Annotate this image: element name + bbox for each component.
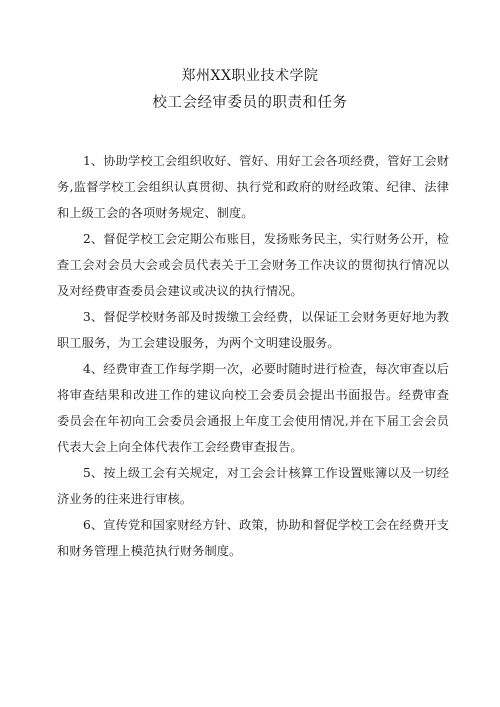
paragraph-5: 5、按上级工会有关规定，对工会会计核算工作设置账簿以及一切经济业务的往来进行审核。 (57, 466, 449, 506)
document-title: 郑州XX职业技术学院 (181, 68, 319, 84)
document-subtitle: 校工会经审委员的职责和任务 (152, 95, 348, 111)
paragraph-6: 6、宣传党和国家财经方针、政策，协助和督促学校工会在经费开支和财务管理上模范执行财务制度。 (57, 518, 449, 558)
paragraph-3: 3、督促学校财务部及时拨缴工会经费，以保证工会财务更好地为教职工服务，为工会建设服务，为两个文明建设服务。 (57, 310, 449, 350)
paragraph-2: 2、督促学校工会定期公布账目，发扬账务民主，实行财务公开，检查工会对会员大会或会员代表关于工会财务工作决议的贯彻执行情况以及对经费审查委员会建议或决议的执行情况。 (57, 232, 449, 298)
document-body (57, 148, 449, 564)
paragraph-1: 1、协助学校工会组织收好、管好、用好工会各项经费，管好工会财务,监督学校工会组织认真贯彻、执行党和政府的财经政策、纪律、法律和上级工会的各项财务规定、制度。 (57, 154, 449, 220)
paragraph-4: 4、经费审查工作每学期一次，必要时随时进行检查，每次审查以后将审查结果和改进工作的建议向校工会委员会提出书面报告。经费审查委员会在年初向工会委员会通报上年度工会使用情况,并在下届工会会员代表大会上向全体代表作工会经费审查报告。 (57, 362, 449, 454)
